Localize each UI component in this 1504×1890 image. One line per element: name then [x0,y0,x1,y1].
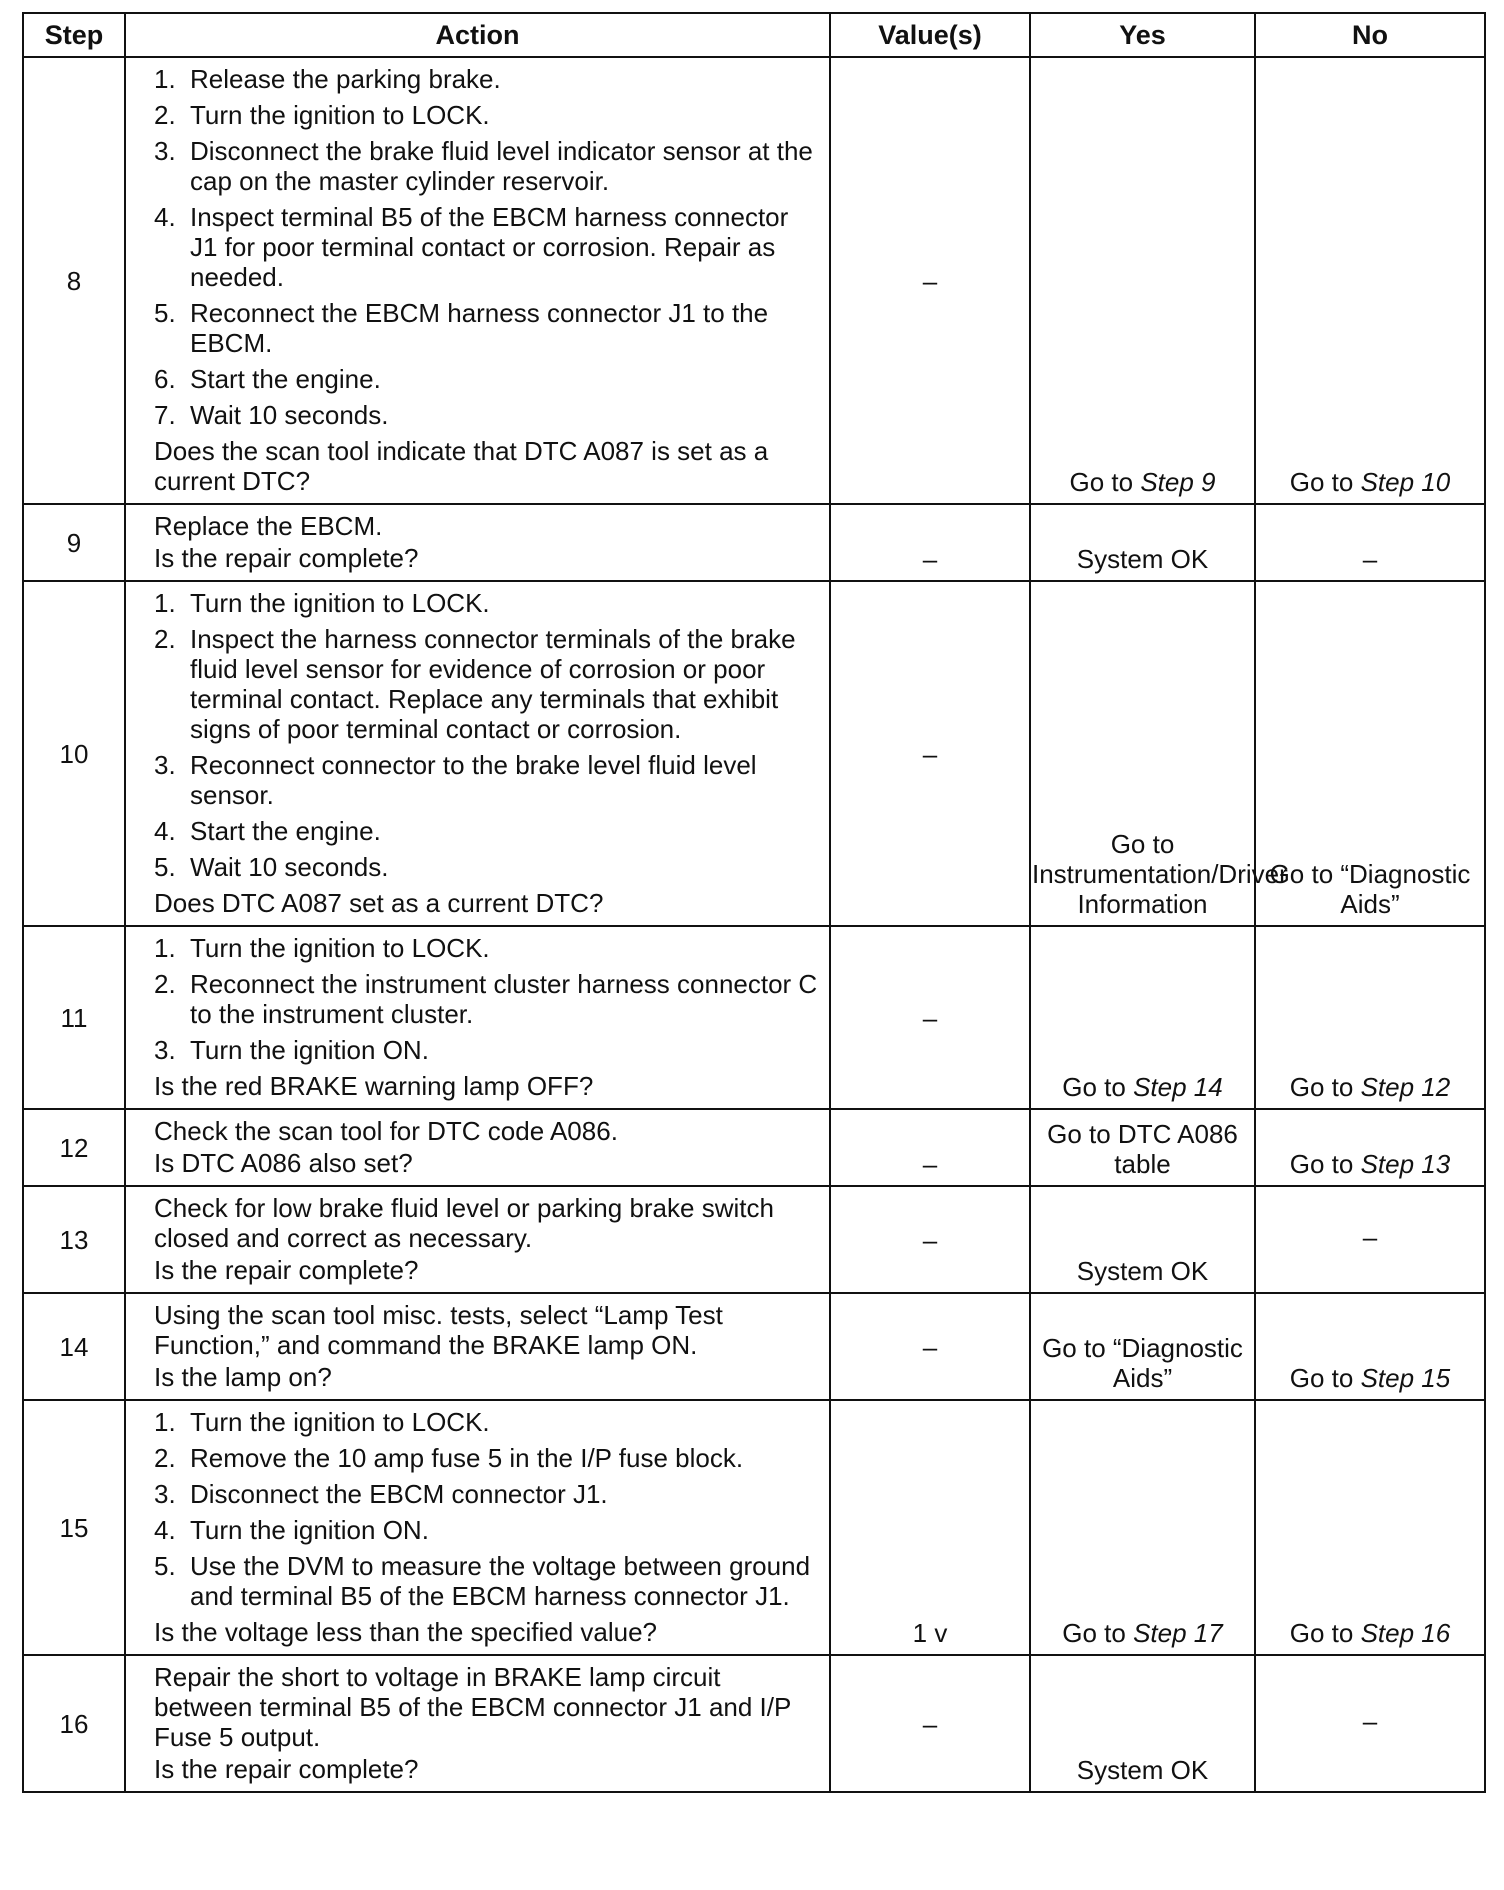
outcome-text: System OK [1076,1755,1209,1785]
action-text: Repair the short to voltage in BRAKE lamp circuit between terminal B5 of the EBCM connector J1 and I/P Fuse 5 output. [154,1662,791,1752]
action-cell [125,1186,830,1293]
header-action: Action [125,13,830,57]
value-cell: 1 v [830,1400,1030,1655]
outcome-step-link: Step 17 [1133,1618,1223,1648]
no-outcome [1255,1400,1485,1655]
value-cell: – [830,1109,1030,1186]
action-cell [125,926,830,1109]
action-question: Is the repair complete? [154,1754,419,1784]
no-outcome [1255,1186,1485,1293]
table-row [23,1400,1485,1655]
value-cell: – [830,1655,1030,1792]
table-body [23,57,1485,1792]
yes-outcome [1030,504,1255,581]
header-values: Value(s) [830,13,1030,57]
action-step [154,1407,821,1437]
step-number: 16 [23,1655,125,1792]
action-steps [154,933,821,1065]
step-number: 11 [23,926,125,1109]
action-step [154,298,821,358]
action-step-number: 3. [154,750,176,780]
outcome-prefix: Go to [1289,1072,1361,1102]
outcome-step-link: Step 13 [1360,1149,1451,1179]
outcome-prefix: Go to [1069,467,1141,497]
action-cell [125,581,830,926]
header-yes: Yes [1030,13,1255,57]
table-row [23,504,1485,581]
action-step-text: Use the DVM to measure the voltage between ground and terminal B5 of the EBCM harness connector J1. [190,1551,811,1611]
action-step [154,588,821,618]
yes-outcome [1030,581,1288,926]
action-cell [125,1293,830,1400]
action-step [154,1035,821,1065]
action-step-number: 1. [154,588,176,618]
action-step-text: Turn the ignition ON. [190,1035,429,1065]
step-number: 14 [23,1293,125,1400]
outcome-text: System OK [1076,544,1209,574]
action-step [154,100,821,130]
yes-outcome [1030,1655,1255,1792]
action-steps [154,1407,821,1611]
action-step [154,1479,821,1509]
outcome-text: Go to Instrumentation/Driver Information [1032,829,1288,919]
action-text: Check the scan tool for DTC code A086. [154,1116,618,1146]
action-step-text: Wait 10 seconds. [190,852,389,882]
action-cell [125,1655,830,1792]
action-step [154,750,821,810]
yes-outcome [1030,57,1255,504]
yes-outcome [1030,926,1255,1109]
header-step: Step [23,13,125,57]
table-row [23,1109,1485,1186]
value-cell: – [830,1186,1030,1293]
outcome-prefix: Go to [1289,1618,1361,1648]
outcome-text: Go to “Diagnostic Aids” [1042,1333,1243,1393]
value-cell: – [830,57,1030,504]
no-outcome [1255,1293,1485,1400]
outcome-prefix: Go to [1289,1149,1361,1179]
outcome-prefix: Go to [1062,1618,1134,1648]
header-no: No [1255,13,1485,57]
action-question: Is the red BRAKE warning lamp OFF? [154,1071,594,1101]
action-step-number: 5. [154,852,176,882]
action-step [154,1443,821,1473]
action-step-number: 1. [154,1407,176,1437]
action-step-text: Turn the ignition ON. [190,1515,429,1545]
yes-outcome [1030,1293,1255,1400]
table-row [23,1655,1485,1792]
step-number: 10 [23,581,125,926]
step-number: 8 [23,57,125,504]
action-step [154,64,821,94]
action-step-number: 4. [154,202,176,232]
action-step-number: 2. [154,1443,176,1473]
action-step-text: Turn the ignition to LOCK. [190,1407,490,1437]
action-step [154,202,821,292]
step-number: 15 [23,1400,125,1655]
outcome-text: Go to DTC A086 table [1047,1119,1238,1179]
action-step-number: 3. [154,136,176,166]
outcome-step-link: Step 16 [1360,1618,1451,1648]
action-step-number: 2. [154,969,176,999]
outcome-text: Go to “Diagnostic Aids” [1269,859,1471,919]
action-step-text: Inspect terminal B5 of the EBCM harness connector J1 for poor terminal contact or corrosion. Repair as needed. [190,202,789,292]
action-step-text: Reconnect connector to the brake level fluid level sensor. [190,750,757,810]
table-row [23,57,1485,504]
action-step [154,624,821,744]
action-question: Is DTC A086 also set? [154,1148,413,1178]
action-step-text: Release the parking brake. [190,64,501,94]
header-row [23,13,1485,57]
action-step [154,136,821,196]
action-question: Is the voltage less than the specified value? [154,1617,657,1647]
action-cell [125,57,830,504]
step-number: 12 [23,1109,125,1186]
action-step [154,816,821,846]
value-cell: – [830,926,1030,1109]
outcome-prefix: Go to [1062,1072,1134,1102]
yes-outcome [1030,1186,1255,1293]
table-row [23,581,1485,926]
outcome-text: – [1362,1706,1378,1736]
value-cell: – [830,1293,1030,1400]
outcome-step-link: Step 15 [1360,1363,1451,1393]
action-question: Is the lamp on? [154,1362,332,1392]
action-step-text: Wait 10 seconds. [190,400,389,430]
no-outcome [1255,57,1485,504]
action-question: Is the repair complete? [154,543,419,573]
outcome-step-link: Step 10 [1360,467,1451,497]
action-step-number: 3. [154,1035,176,1065]
action-step-number: 5. [154,298,176,328]
action-question: Does the scan tool indicate that DTC A087 is set as a current DTC? [154,436,769,496]
action-step [154,933,821,963]
action-step-number: 7. [154,400,176,430]
no-outcome [1255,926,1485,1109]
outcome-prefix: Go to [1289,467,1361,497]
outcome-step-link: Step 14 [1133,1072,1223,1102]
action-text: Replace the EBCM. [154,511,383,541]
action-step [154,852,821,882]
action-question: Does DTC A087 set as a current DTC? [154,888,604,918]
action-cell [125,1109,830,1186]
action-step-number: 2. [154,100,176,130]
action-steps [154,588,821,882]
action-step-number: 1. [154,64,176,94]
table-row [23,1186,1485,1293]
outcome-step-link: Step 12 [1360,1072,1451,1102]
outcome-step-link: Step 9 [1140,467,1216,497]
action-step-text: Start the engine. [190,364,381,394]
action-step-text: Reconnect the EBCM harness connector J1 to the EBCM. [190,298,769,358]
action-step-text: Turn the ignition to LOCK. [190,100,490,130]
action-step-text: Disconnect the brake fluid level indicator sensor at the cap on the master cylinder reservoir. [190,136,813,196]
value-cell: – [830,581,1030,926]
action-step-number: 4. [154,816,176,846]
action-text: Check for low brake fluid level or parking brake switch closed and correct as necessary. [154,1193,774,1253]
no-outcome [1255,581,1485,926]
action-step [154,969,821,1029]
action-step-text: Remove the 10 amp fuse 5 in the I/P fuse block. [190,1443,744,1473]
action-cell [125,504,830,581]
action-step-text: Inspect the harness connector terminals of the brake fluid level sensor for evidence of corrosion or poor terminal contact. Replace any terminals that exhibit signs of poor terminal contact or corrosion. [190,624,796,744]
no-outcome [1255,1655,1485,1792]
outcome-prefix: Go to [1289,1363,1361,1393]
action-step [154,400,821,430]
action-step-text: Start the engine. [190,816,381,846]
action-step-number: 4. [154,1515,176,1545]
diagnostic-sheet [22,12,1484,1793]
action-step-text: Turn the ignition to LOCK. [190,933,490,963]
outcome-text: – [1362,1222,1378,1252]
value-cell: – [830,504,1030,581]
action-step [154,1515,821,1545]
outcome-text: – [1362,544,1378,574]
table-row [23,926,1485,1109]
action-step [154,364,821,394]
action-question: Is the repair complete? [154,1255,419,1285]
action-steps [154,64,821,430]
action-step-number: 3. [154,1479,176,1509]
outcome-text: System OK [1076,1256,1209,1286]
action-step-number: 6. [154,364,176,394]
action-text: Using the scan tool misc. tests, select “Lamp Test Function,” and command the BRAKE lamp ON. [154,1300,723,1360]
no-outcome [1255,504,1485,581]
action-step-text: Turn the ignition to LOCK. [190,588,490,618]
step-number: 9 [23,504,125,581]
action-step-number: 2. [154,624,176,654]
diagnostic-table [22,12,1486,1793]
action-step-number: 1. [154,933,176,963]
step-number: 13 [23,1186,125,1293]
action-step [154,1551,821,1611]
yes-outcome [1030,1400,1255,1655]
yes-outcome [1030,1109,1255,1186]
action-step-text: Disconnect the EBCM connector J1. [190,1479,608,1509]
action-step-text: Reconnect the instrument cluster harness connector C to the instrument cluster. [190,969,818,1029]
action-cell [125,1400,830,1655]
table-row [23,1293,1485,1400]
no-outcome [1255,1109,1485,1186]
action-step-number: 5. [154,1551,176,1581]
